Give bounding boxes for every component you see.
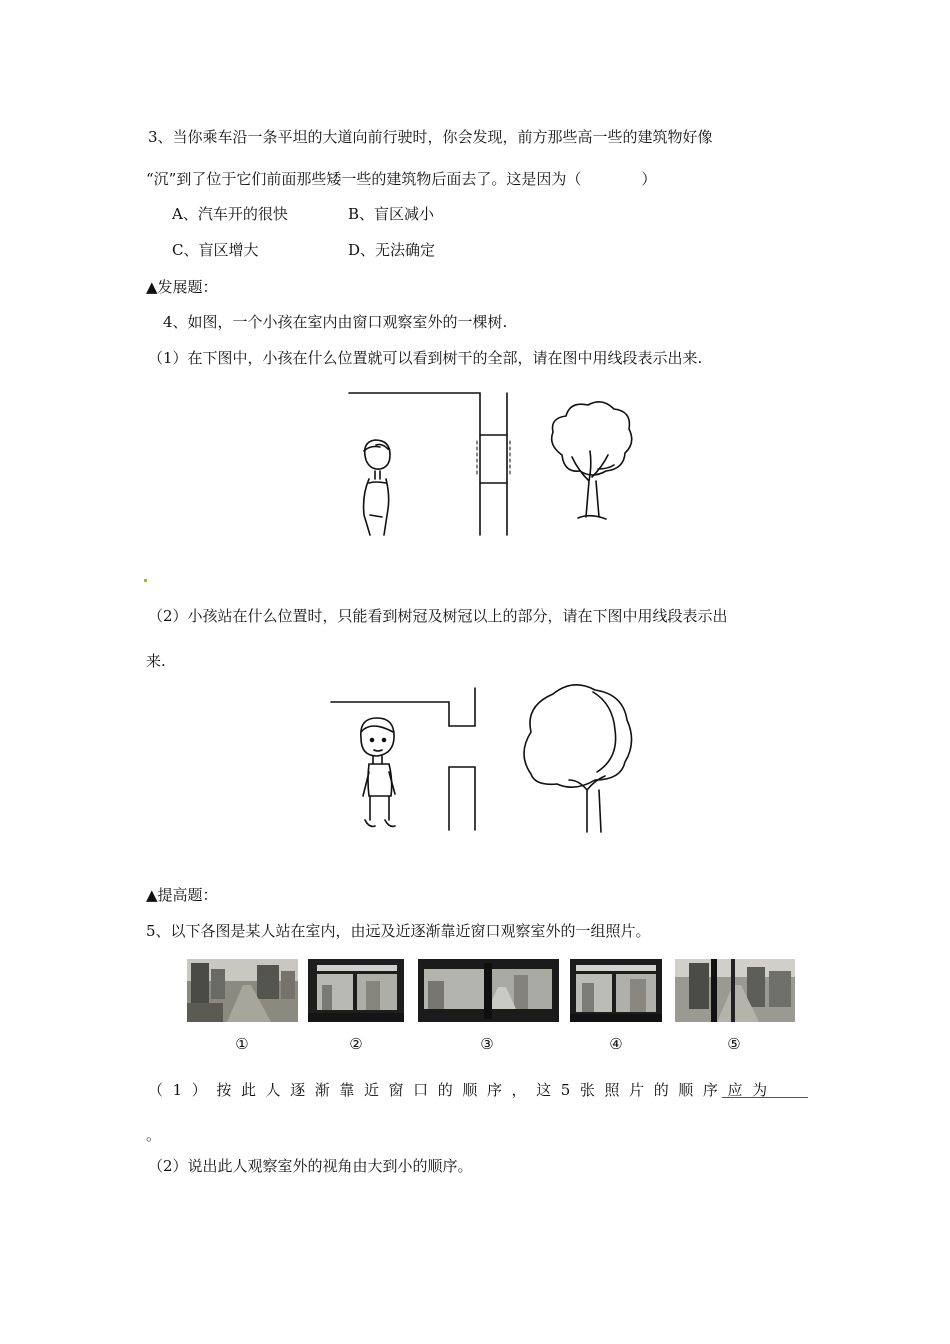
- q5-part-2: （2）说出此人观察室外的视角由大到小的顺序。: [148, 1157, 473, 1175]
- q5-stem: 5、以下各图是某人站在室内，由远及近逐渐靠近窗口观察室外的一组照片。: [146, 922, 651, 940]
- q5-part-1-end: 。: [146, 1126, 162, 1144]
- q3-option-c: C、盲区增大: [172, 241, 259, 259]
- q3-option-b: B、盲区减小: [348, 205, 435, 223]
- figure-window-tree-2: [325, 680, 645, 840]
- photo-label-3: ③: [480, 1035, 494, 1053]
- q3-option-a: A、汽车开的很快: [172, 205, 288, 223]
- boy-figure-2: [361, 718, 395, 826]
- q4-part-2-line-1: （2）小孩站在什么位置时，只能看到树冠及树冠以上的部分，请在下图中用线段表示出: [148, 607, 728, 625]
- section-advanced-heading: ▲提高题：: [146, 886, 218, 904]
- q4-stem: 4、如图，一个小孩在室内由窗口观察室外的一棵树.: [163, 313, 508, 331]
- photo-label-1: ①: [235, 1035, 249, 1053]
- tree-figure-2: [524, 685, 632, 832]
- section-develop-heading: ▲发展题：: [146, 278, 218, 296]
- photo-label-2: ②: [349, 1035, 363, 1053]
- photo-label-4: ④: [609, 1035, 623, 1053]
- tree-figure-1: [552, 402, 632, 519]
- photo-4: [570, 959, 662, 1022]
- q3-line-1: 3、当你乘车沿一条平坦的大道向前行驶时，你会发现，前方那些高一些的建筑物好像: [148, 128, 713, 146]
- q4-part-1: （1）在下图中，小孩在什么位置就可以看到树干的全部，请在图中用线段表示出来.: [148, 349, 703, 367]
- q5-part-1: [148, 1079, 808, 1101]
- photo-label-5: ⑤: [727, 1035, 741, 1053]
- q4-part-2-line-2: 来.: [146, 652, 166, 670]
- figure-window-tree-1: [340, 385, 640, 545]
- q5-answer-blank[interactable]: [722, 1083, 808, 1098]
- margin-marker: [144, 579, 147, 582]
- photo-3: [418, 959, 559, 1022]
- photo-2: [308, 959, 404, 1022]
- photo-5: [675, 959, 795, 1022]
- q3-option-d: D、无法确定: [348, 241, 436, 259]
- photo-1: [187, 959, 298, 1022]
- q3-line-2: “沉”到了位于它们前面那些矮一些的建筑物后面去了。这是因为（ ）: [146, 170, 657, 188]
- boy-figure: [364, 440, 390, 535]
- q5-part-1-text: （1）按此人逐渐靠近窗口的顺序，这5张照片的顺序应为: [148, 1081, 777, 1099]
